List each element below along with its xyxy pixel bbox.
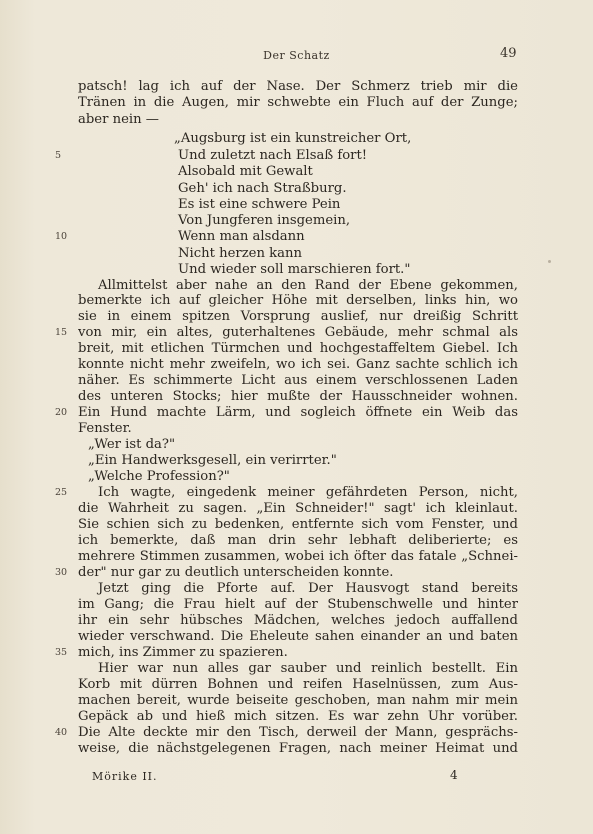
text-line: patsch! lag ich auf der Nase. Der Schmerz trieb mir die [78,79,518,94]
text-line: Alsobald mit Gewalt [178,164,313,179]
text-line: sie in einem spitzen Vorsprung auslief, nur dreißig Schritt [78,309,518,324]
text-line: Tränen in die Augen, mir schwebte ein Fluch auf der Zunge; [78,95,518,110]
text-line: Allmittelst aber nahe an den Rand der Ebene gekommen, [98,278,518,293]
text-line: Sie schien sich zu bedenken, entfernte sich vom Fenster, und [78,517,518,532]
sheet-mark: 4 [450,768,458,782]
text-line: konnte nicht mehr zweifeln, wo ich sei. Ganz sachte schlich ich [78,357,518,372]
text-line: „Wer ist da?" [88,437,176,452]
text-line: breit, mit etlichen Türmchen und hochgestaffeltem Giebel. Ich [78,341,518,356]
text-line: Wenn man alsdann [178,229,305,244]
text-line: die Wahrheit zu sagen. „Ein Schneider!" sagt' ich kleinlaut. [78,501,518,516]
text-line: Gepäck ab und hieß mich sitzen. Es war zehn Uhr vorüber. [78,709,518,724]
text-line: „Augsburg ist ein kunstreicher Ort, [174,131,412,146]
text-line: Jetzt ging die Pforte auf. Der Hausvogt stand bereits [98,581,518,596]
text-line: Die Alte deckte mir den Tisch, derweil der Mann, gesprächs- [78,725,518,740]
text-line: Geh' ich nach Straßburg. [178,181,347,196]
text-line: machen bereit, wurde beiseite geschoben, man nahm mir mein [78,693,518,708]
line-number: 10 [55,231,68,242]
text-line: Und wieder soll marschieren fort." [178,262,411,277]
line-number: 30 [55,567,68,578]
text-line: Nicht herzen kann [178,246,303,261]
text-line: „Welche Profession?" [88,469,230,484]
text-line: wieder verschwand. Die Eheleute sahen einander an und baten [78,629,518,644]
text-line: weise, die nächstgelegenen Fragen, nach meiner Heimat und [78,741,518,756]
text-line: näher. Es schimmerte Licht aus einem verschlossenen Laden [78,373,518,388]
text-line: mehrere Stimmen zusammen, wobei ich öfter das fatale „Schnei- [78,549,518,564]
running-title: Der Schatz [263,49,330,62]
text-line: ihr ein sehr hübsches Mädchen, welches jedoch auffallend [78,613,518,628]
text-line: Fenster. [78,421,132,436]
text-line: Hier war nun alles gar sauber und reinlich bestellt. Ein [98,661,518,676]
text-line: Ein Hund machte Lärm, und sogleich öffnete ein Weib das [78,405,518,420]
text-line: ich bemerkte, daß man drin sehr lebhaft deliberierte; es [78,533,518,548]
page-number: 49 [500,46,517,61]
text-line: des unteren Stocks; hier mußte der Hausschneider wohnen. [78,389,518,404]
text-line: Es ist eine schwere Pein [178,197,341,212]
text-line: mich, ins Zimmer zu spazieren. [78,645,288,660]
text-line: Korb mit dürren Bohnen und reifen Haselnüssen, zum Aus- [78,677,518,692]
text-line: bemerkte ich auf gleicher Höhe mit derselben, links hin, wo [78,293,518,308]
line-number: 35 [55,647,68,658]
line-number: 25 [55,487,68,498]
line-number: 20 [55,407,68,418]
text-line: „Ein Handwerksgesell, ein verirrter." [88,453,337,468]
text-line: der" nur gar zu deutlich unterscheiden konnte. [78,565,394,580]
line-number: 40 [55,727,68,738]
text-line: aber nein — [78,112,159,127]
text-line: Von Jungferen insgemein, [178,213,351,228]
signature-mark: Mörike II. [92,770,158,783]
text-line: von mir, ein altes, guterhaltenes Gebäude, mehr schmal als [78,325,518,340]
text-line: Und zuletzt nach Elsaß fort! [178,148,368,163]
text-line: Ich wagte, eingedenk meiner gefährdeten Person, nicht, [98,485,518,500]
line-number: 15 [55,327,68,338]
text-line: im Gang; die Frau hielt auf der Stubenschwelle und hinter [78,597,518,612]
line-number: 5 [55,150,62,161]
paper-speck [548,260,551,263]
